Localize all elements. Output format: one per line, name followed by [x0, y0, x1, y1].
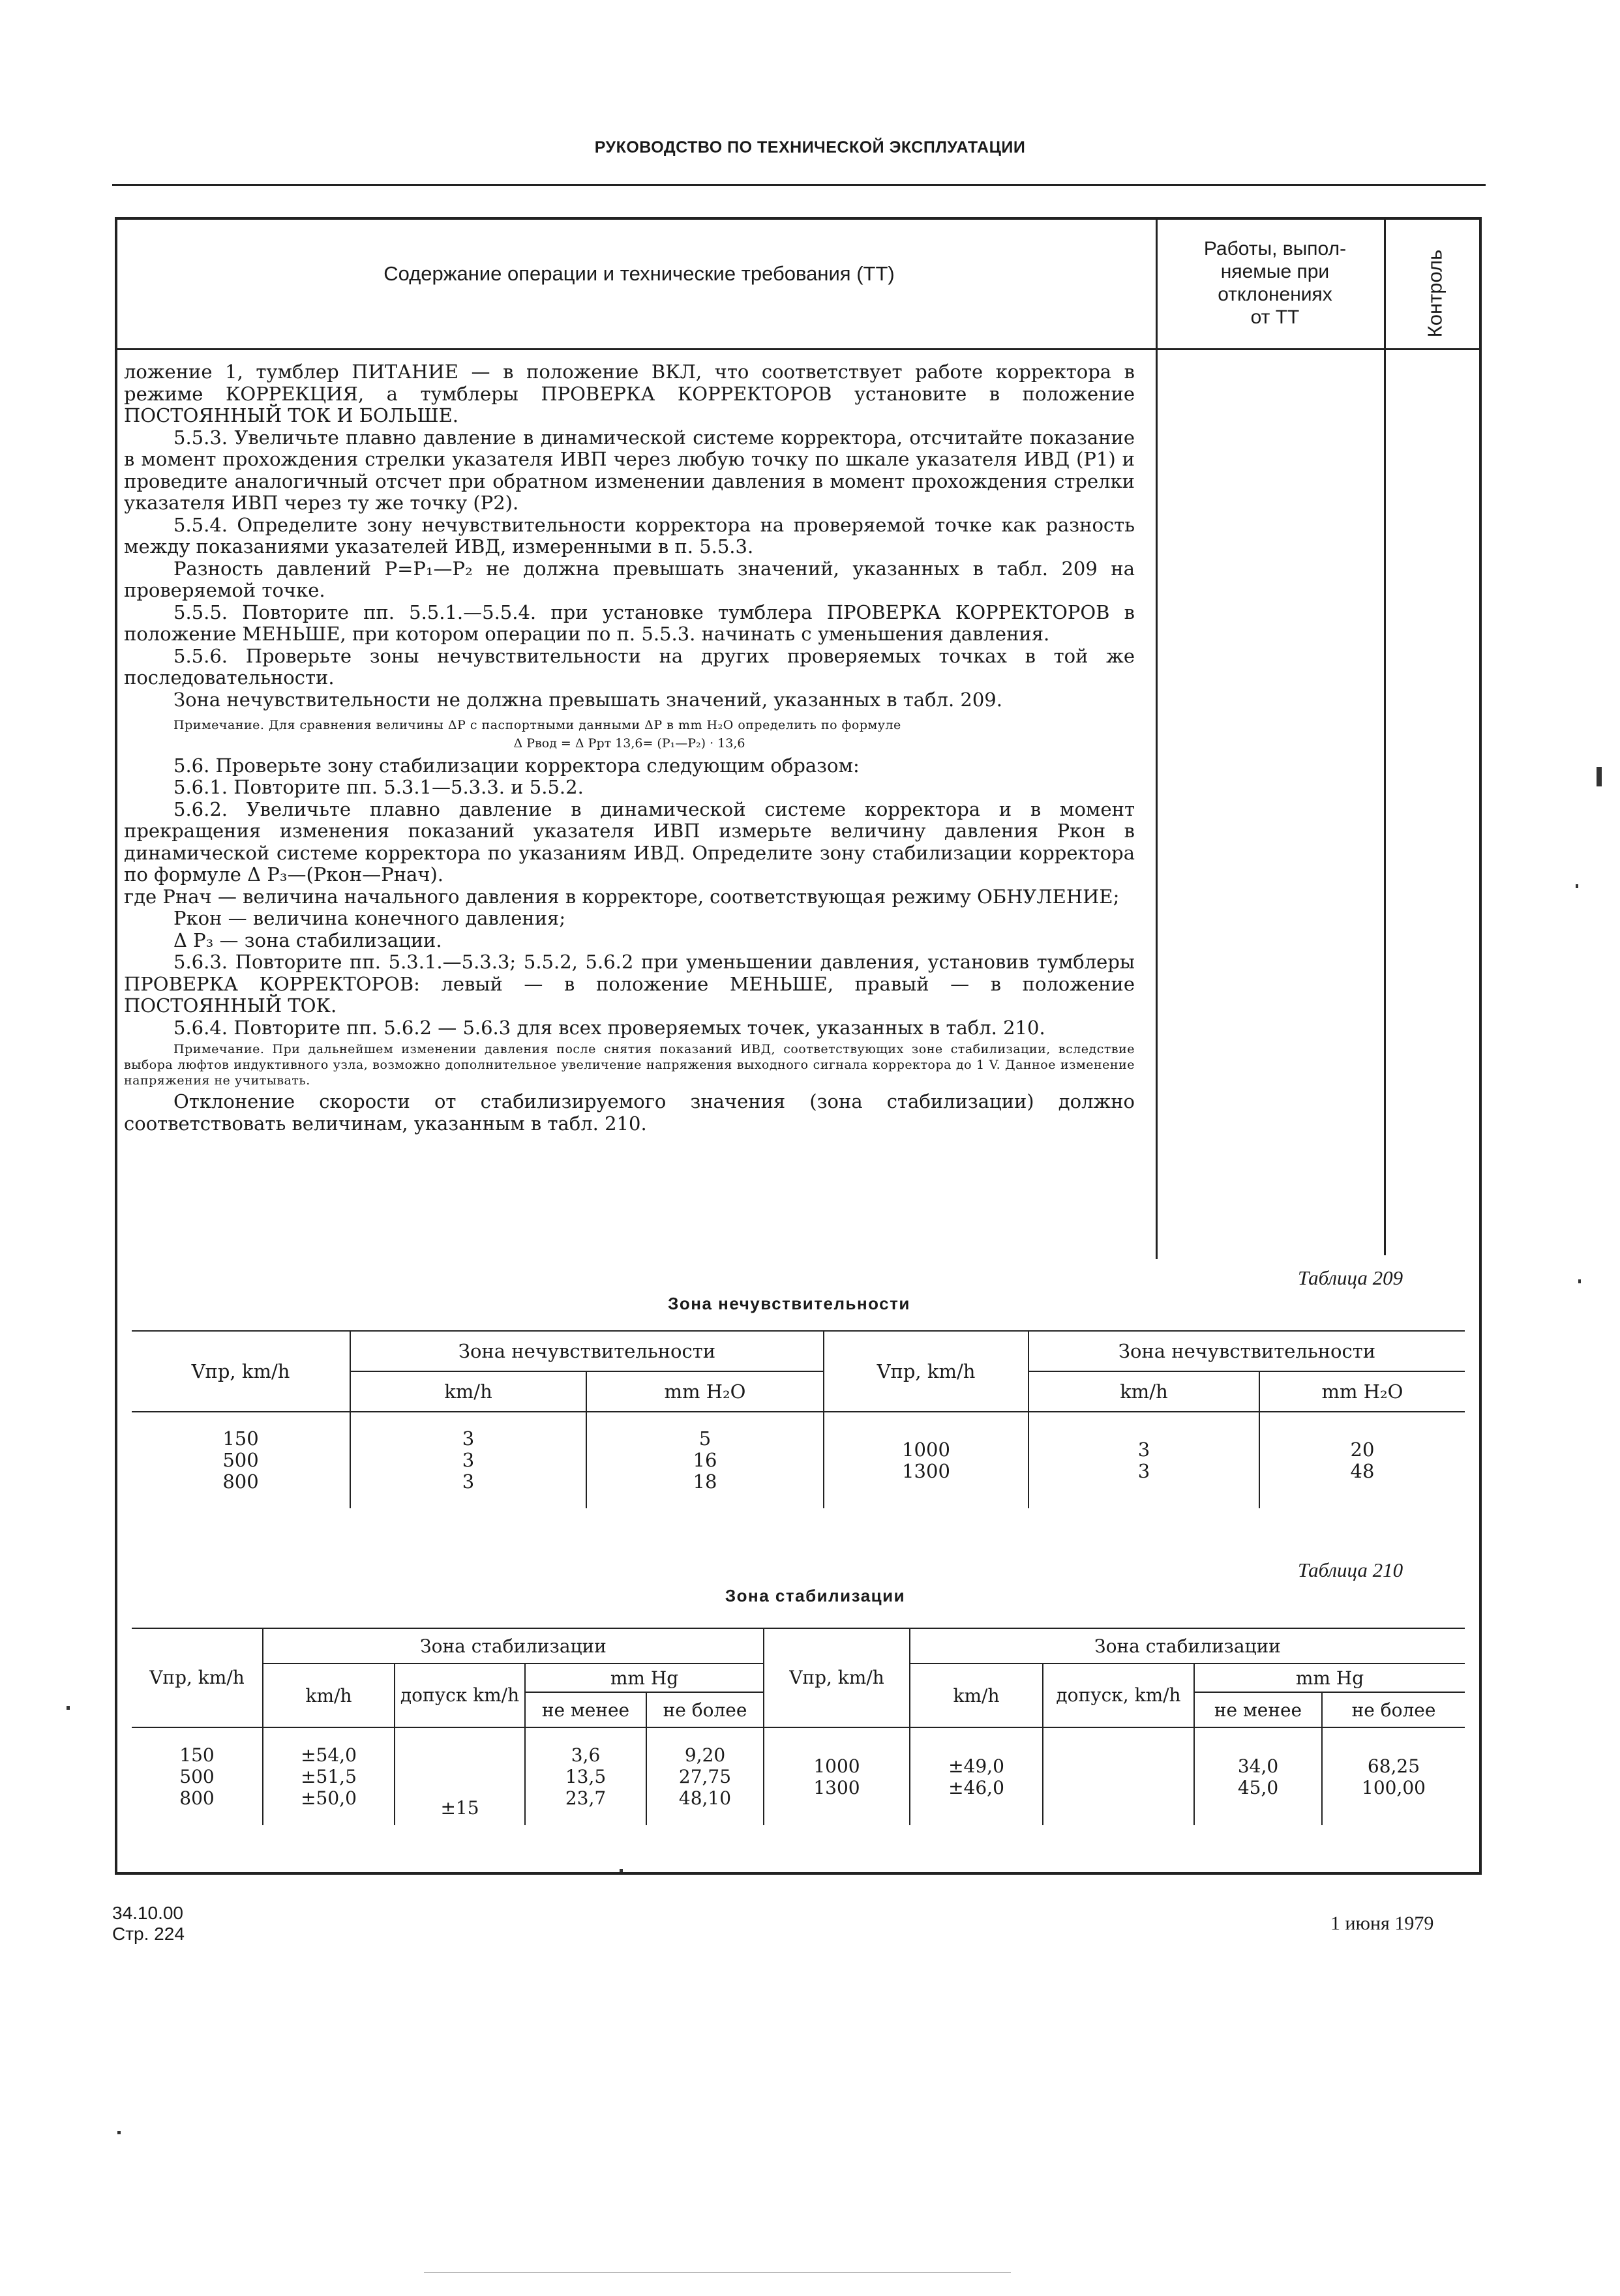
t210-max-values-left: 9,20 27,75 48,10	[646, 1727, 764, 1825]
scan-speck	[67, 1706, 70, 1710]
t210-speed-header-right: Vпр, km/h	[764, 1628, 910, 1727]
paragraph-pressure-difference: Разность давлений P=P₁—P₂ не должна превышать значений, указанных в табл. 209 на проверяемой точке.	[124, 557, 1135, 601]
paragraph-5-5-5: 5.5.5. Повторите пп. 5.5.1.—5.5.4. при установке тумблера ПРОВЕРКА КОРРЕКТОРОВ в положение МЕНЬШЕ, при котором операции по п. 5.5.3. начинать с уменьшения давления.	[124, 601, 1135, 645]
t210-group-header-right: Зона стабилизации	[910, 1628, 1465, 1663]
t210-mmhg-right: mm Hg	[1194, 1663, 1465, 1692]
paragraph-5-6-4: 5.6.4. Повторите пп. 5.6.2 — 5.6.3 для всех проверяемых точек, указанных в табл. 210.	[173, 1016, 1045, 1039]
column-divider-1	[1156, 217, 1158, 1259]
column-header-deviations: Работы, выпол- няемые при отклонениях от ТТ	[1203, 238, 1347, 328]
t210-unit-kmh-right: km/h	[910, 1663, 1043, 1727]
table-210-caption: Таблица 210	[1298, 1558, 1403, 1581]
note-voltage: Примечание. При дальнейшем изменении давления после снятия показаний ИВД, соответствующих зоне стабилизации, вследствие выбора люфтов индуктивного узла, возможно дополнительное увеличение напряжения выходного сигнала корректора до 1 V. Данное изменение напряжения не учитывать.	[124, 1042, 1135, 1088]
operation-content	[124, 361, 1135, 1135]
t209-group-header-left: Зона нечувствительности	[350, 1331, 824, 1371]
t210-tolerance-left: допуск km/h	[395, 1663, 525, 1727]
t210-kmh-values-right: ±49,0 ±46,0	[910, 1727, 1043, 1825]
t210-min-header-right: не менее	[1194, 1692, 1322, 1727]
column-header-content: Содержание операции и технические требования (ТТ)	[383, 262, 895, 285]
t210-group-header-left: Зона стабилизации	[263, 1628, 764, 1663]
t210-min-values-right: 34,0 45,0	[1194, 1727, 1322, 1825]
table-210-title: Зона стабилизации	[725, 1586, 906, 1605]
paragraph-where-pkon: Pкон — величина конечного давления;	[173, 907, 566, 929]
paragraph-5-6-3: 5.6.3. Повторите пп. 5.3.1.—5.3.3; 5.5.2, 5.6.2 при уменьшении давления, установив тумблеры ПРОВЕРКА КОРРЕКТОРОВ: левый — в положение МЕНЬШЕ, правый — в положение ПОСТОЯННЫЙ ТОК.	[124, 951, 1135, 1017]
t210-speed-header-left: Vпр, km/h	[132, 1628, 263, 1727]
t210-kmh-values-left: ±54,0 ±51,5 ±50,0	[263, 1727, 395, 1825]
footer-date: 1 июня 1979	[1330, 1913, 1434, 1934]
paragraph-deviation: Отклонение скорости от стабилизируемого значения (зона стабилизации) должно соответствовать величинам, указанным в табл. 210.	[124, 1090, 1135, 1135]
footer-document-code: 34.10.00	[112, 1903, 183, 1923]
document-header: РУКОВОДСТВО ПО ТЕХНИЧЕСКОЙ ЭКСПЛУАТАЦИИ	[594, 138, 1026, 157]
scan-mark	[1597, 767, 1602, 786]
paragraph-where-dp3: Δ P₃ — зона стабилизации.	[173, 929, 442, 951]
table-209	[132, 1330, 1465, 1508]
paragraph-5-6: 5.6. Проверьте зону стабилизации корректора следующим образом:	[173, 754, 860, 777]
t210-speed-values-left: 150 500 800	[132, 1727, 263, 1825]
paragraph-where-pnach: где Pнач — величина начального давления в корректоре, соответствующая режиму ОБНУЛЕНИЕ;	[124, 885, 1120, 908]
t210-min-values-left: 3,6 13,5 23,7	[525, 1727, 646, 1825]
t209-speed-header-right: Vпр, km/h	[824, 1331, 1028, 1412]
table-210	[132, 1628, 1465, 1825]
scan-speck	[1578, 1279, 1581, 1283]
t209-group-header-right: Зона нечувствительности	[1028, 1331, 1465, 1371]
t210-max-values-right: 68,25 100,00	[1322, 1727, 1465, 1825]
t209-kmh-values-right: 3 3	[1028, 1412, 1259, 1508]
scan-speck	[117, 2131, 121, 2134]
scan-speck	[1576, 884, 1578, 888]
t209-mm-values-right: 20 48	[1259, 1412, 1465, 1508]
t209-kmh-values-left: 3 3 3	[350, 1412, 586, 1508]
t210-unit-kmh-left: km/h	[263, 1663, 395, 1727]
t209-speed-values-left: 150 500 800	[132, 1412, 350, 1508]
paragraph-zone-limit: Зона нечувствительности не должна превышать значений, указанных в табл. 209.	[173, 688, 1002, 711]
scan-speck	[620, 1869, 623, 1872]
table-209-title: Зона нечувствительности	[668, 1294, 910, 1313]
t209-unit-kmh-left: km/h	[350, 1371, 586, 1412]
t209-unit-mmh2o-right: mm H₂O	[1259, 1371, 1465, 1412]
paragraph-5-6-1: 5.6.1. Повторите пп. 5.3.1—5.3.3. и 5.5.2.	[173, 776, 584, 798]
t210-max-header-right: не более	[1322, 1692, 1465, 1727]
t209-speed-values-right: 1000 1300	[824, 1412, 1028, 1508]
t210-tolerance-right: допуск, km/h	[1043, 1663, 1194, 1727]
t209-speed-header-left: Vпр, km/h	[132, 1331, 350, 1412]
column-divider-2	[1384, 217, 1386, 1255]
column-header-control	[1396, 248, 1474, 339]
t209-unit-kmh-right: km/h	[1028, 1371, 1259, 1412]
formula-conversion: Δ Pвод = Δ Pрт 13,6= (P₁—P₂) · 13,6	[513, 736, 745, 751]
t210-tolerance-value-right	[1043, 1727, 1194, 1825]
t210-max-header-left: не более	[646, 1692, 764, 1727]
table-209-caption: Таблица 209	[1298, 1266, 1403, 1289]
t210-tolerance-value-left: ±15	[395, 1727, 525, 1825]
header-separator	[115, 348, 1482, 350]
header-rule	[112, 184, 1486, 186]
footer-page-number: Стр. 224	[112, 1924, 185, 1944]
scan-edge-line	[424, 2272, 1011, 2273]
t209-unit-mmh2o-left: mm H₂O	[586, 1371, 824, 1412]
t210-speed-values-right: 1000 1300	[764, 1727, 910, 1825]
paragraph-5-6-2: 5.6.2. Увеличьте плавно давление в динамической системе корректора и в момент прекращения изменения показаний указателя ИВП измерьте величину давления Pкон в динамической системе корректора по указаниям ИВД. Определите зону стабилизации корректора по формуле Δ P₃—(Pкон—Pнач).	[124, 798, 1135, 886]
paragraph-continuation: ложение 1, тумблер ПИТАНИЕ — в положение ВКЛ, что соответствует работе корректора в режиме КОРРЕКЦИЯ, а тумблеры ПРОВЕРКА КОРРЕКТОРОВ установите в положение ПОСТОЯННЫЙ ТОК И БОЛЬШЕ.	[124, 361, 1135, 426]
t210-min-header-left: не менее	[525, 1692, 646, 1727]
column-header-control-label: Контроль	[1423, 249, 1446, 338]
t210-mmhg-left: mm Hg	[525, 1663, 764, 1692]
t209-mm-values-left: 5 16 18	[586, 1412, 824, 1508]
paragraph-5-5-3: 5.5.3. Увеличьте плавно давление в динамической системе корректора, отсчитайте показание в момент прохождения стрелки указателя ИВП через любую точку по шкале указателя ИВД (P1) и проведите аналогичный отсчет при обратном изменении давления в момент прохождения стрелки указателя ИВП через ту же точку (P2).	[124, 426, 1135, 514]
note-conversion: Примечание. Для сравнения величины ΔP с паспортными данными ΔP в mm H₂O определить по формуле	[173, 718, 901, 732]
paragraph-5-5-6: 5.5.6. Проверьте зоны нечувствительности на других проверяемых точках в той же последовательности.	[124, 644, 1135, 689]
paragraph-5-5-4: 5.5.4. Определите зону нечувствительности корректора на проверяемой точке как разность между показаниями указателей ИВД, измеренными в п. 5.5.3.	[124, 513, 1135, 558]
